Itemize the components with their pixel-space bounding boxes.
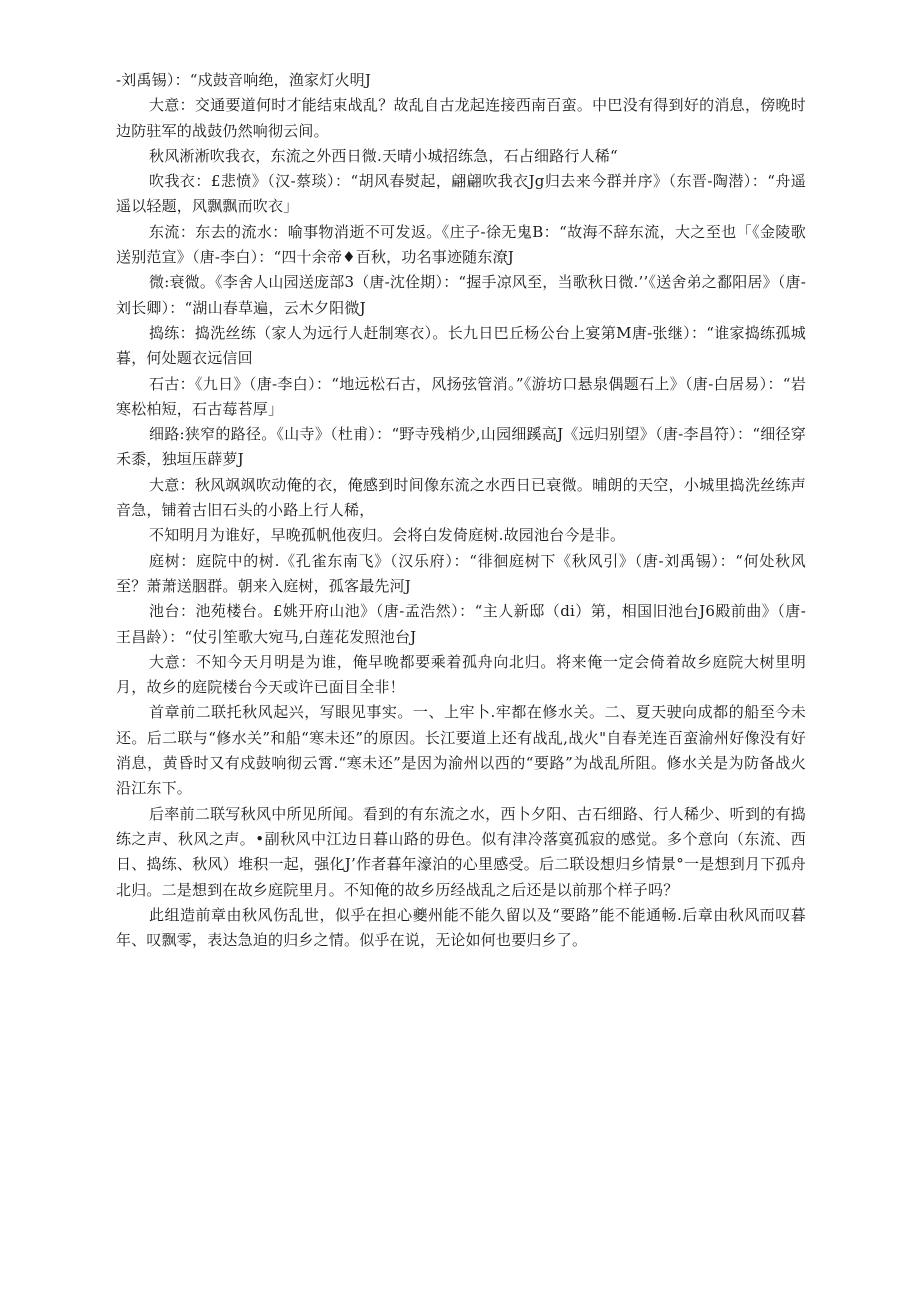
paragraph-13: 池台：池苑楼台。£姚开府山池》（唐-孟浩然）：“主人新邸（di）第，相国旧池台J6殿前曲》（唐-王昌龄）：“仗引笙歌大宛马,白莲花发照池台J	[116, 602, 806, 646]
paragraph-7: 捣练：捣洗丝练（家人为远行人赶制寒衣）。长九日巴丘杨公台上宴第M唐-张继）：“谁家捣练孤城暮，何处题衣远信回	[116, 323, 806, 368]
paragraph-14: 大意：不知今天月明是为谁，俺早晚都要乘着孤舟向北归。将来俺一定会倚着故乡庭院大树里明月，故乡的庭院楼台今天或许已面目全非！	[116, 652, 806, 697]
paragraph-4: 吹我衣：£悲愤》（汉-蔡琰）：“胡风春熨起，翩翩吹我衣Jg归去来今群并序》（东晋-陶潜）：“舟遥遥以轻题，风飘飘而吹衣」	[116, 172, 806, 216]
paragraph-11: 不知明月为谁好，早晚孤帆他夜归。会将白发倚庭树.故园池台今是非。	[149, 526, 626, 545]
paragraph-16: 后率前二联写秋风中所见所闻。看到的有东流之水，西卜夕阳、古石细路、行人稀少、听到的有捣练之声、秋风之声。•副秋风中江边日暮山路的毋色。似有津冷落寞孤寂的感觉。多个意向（东流、西日、捣练、秋风）堆积一起，强化J’作者暮年濠泊的心里感受。后二联设想归乡情景°一是想到月下孤舟北归。二是想到在故乡庭院里月。不知俺的故乡历经战乱之后还是以前那个样子吗？	[116, 804, 806, 899]
paragraph-6: 微:衰微。《李舍人山园送庞部3（唐-沈佺期）：“握手凉风至，当歌秋日微.’’《送舍弟之鄱阳居》（唐-刘长卿）：“湖山春草遍，云木夕阳微J	[116, 273, 806, 317]
paragraph-17: 此组造前章由秋风伤乱世，似乎在担心夔州能不能久留以及“要路”能不能通畅.后章由秋风而叹暮年、叹飘零，表达急迫的归乡之情。似乎在说，无论如何也要归乡了。	[116, 905, 806, 950]
paragraph-2: 大意：交通要道何时才能结束战乱？故乱自古龙起连接西南百蛮。中巴没有得到好的消息，傍晚时边防驻军的战鼓仍然响彻云间。	[116, 96, 806, 140]
paragraph-15: 首章前二联托秋风起兴，写眼见事实。一、上牢卜.牢都在修水关。二、夏天驶向成都的船至今未还。后二联与“修水关”和船“寒未还”的原因。长江要道上还有战乱,战火"自春羌连百蛮渝州好像没有好消息，黄昏时又有戍鼓响彻云霄.“寒未还”是因为渝州以西的“要路”为战乱所阻。修水关是为防备战火沿江东下。	[116, 703, 806, 798]
paragraph-8: 石古：《九日》（唐-李白）：“地远松石古，风扬弦管消。”《游坊口悬泉偶题石上》（唐-白居易）：“岩寒松柏短，石古莓苔厚」	[116, 374, 806, 418]
paragraph-1: -刘禹锡）：“戍鼓音响绝，渔家灯火明J	[116, 71, 372, 89]
paragraph-9: 细路:狭窄的路径。《山寺》（杜甫）：“野寺残梢少,山园细蹊高J《远归别望》（唐-李昌符）：“细径穿禾黍，独垣压薜萝J	[116, 425, 806, 469]
paragraph-5: 东流：东去的流水：喻事物消逝不可发返。《庄子-徐无鬼B：“故海不辞东流，大之至也「《金陵歌送别范宣》（唐-李白）：“四十余帝♦百秋，功名事迹随东潦J	[116, 222, 806, 267]
paragraph-3: 秋风淅淅吹我衣，东流之外西日微.天晴小城招练急，石占细路行人稀“	[149, 146, 618, 165]
paragraph-12: 庭树：庭院中的树.《孔雀东南飞》（汉乐府）：“徘徊庭树下《秋风引》（唐-刘禹锡）：“何处秋风至？萧萧送胭群。朝来入庭树，孤客最先河J	[116, 551, 806, 595]
document-page	[116, 68, 806, 953]
paragraph-10: 大意：秋风飒飒吹动俺的衣，俺感到时间像东流之水西日已衰微。晡朗的天空，小城里捣洗丝练声音急，铺着古旧石头的小路上行人稀，	[116, 475, 806, 520]
